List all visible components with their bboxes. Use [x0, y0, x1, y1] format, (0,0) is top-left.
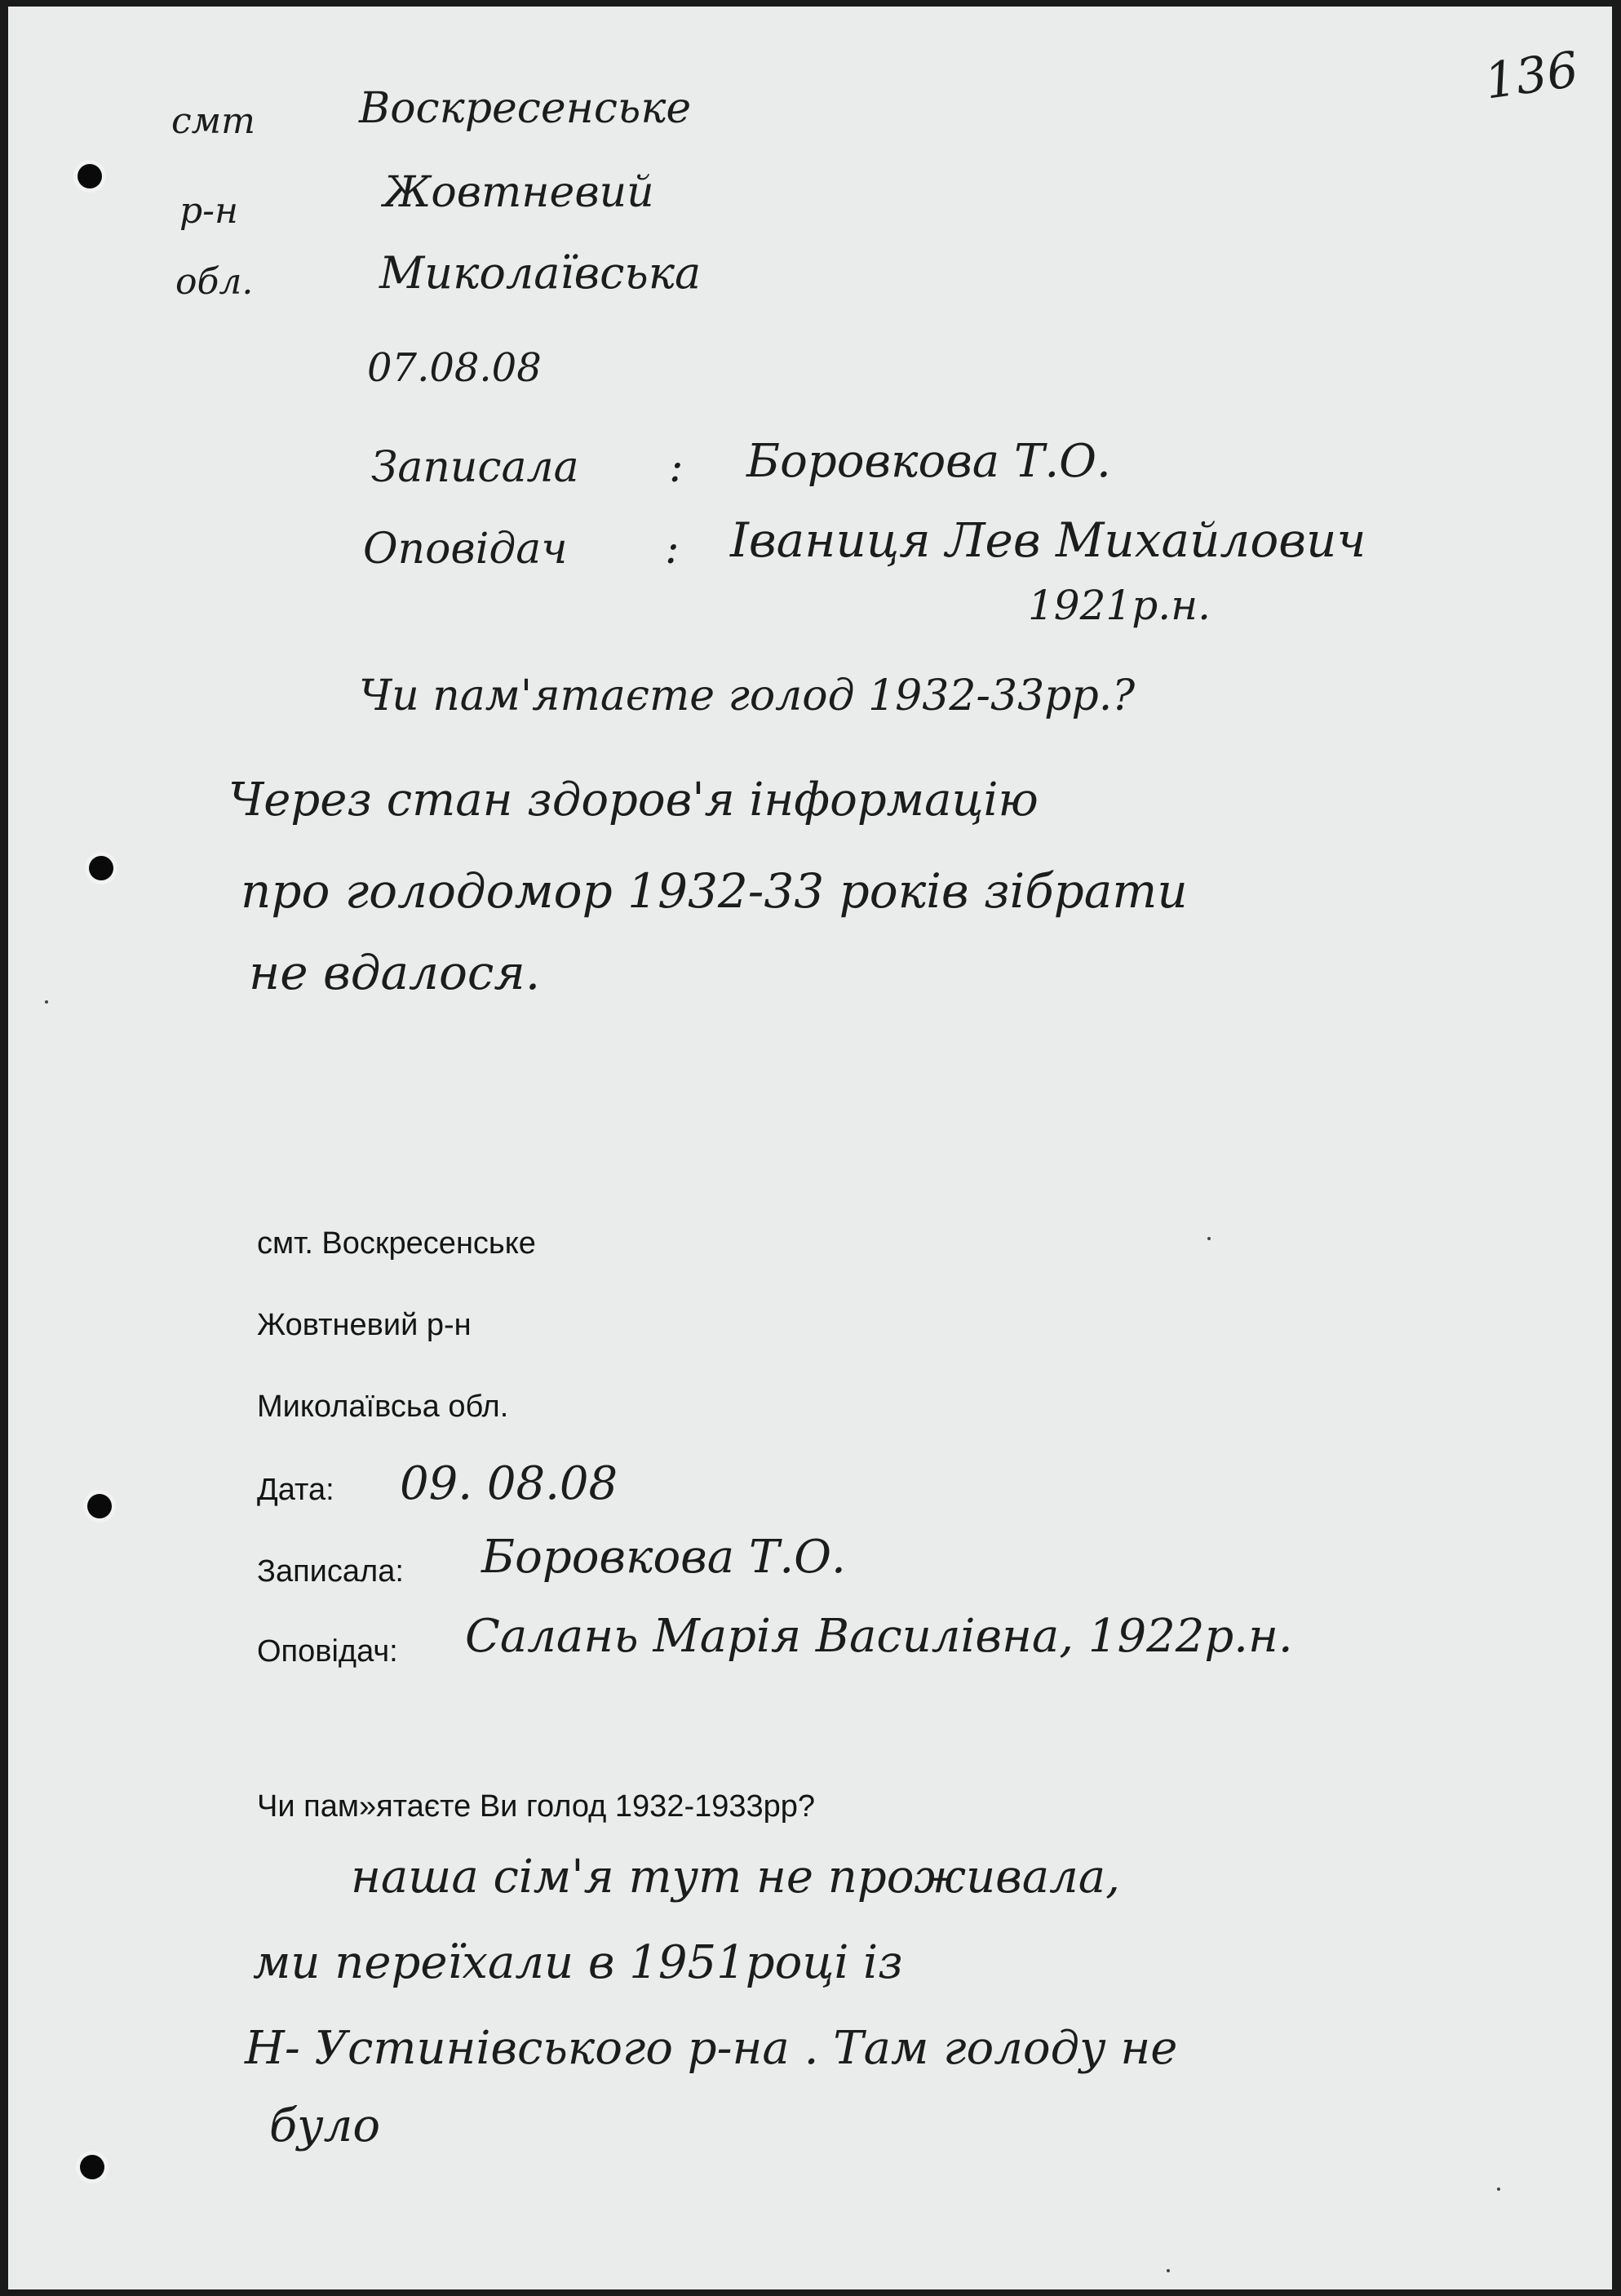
- hand-value-region: Миколаївська: [379, 247, 702, 299]
- punch-hole-1: [78, 164, 102, 188]
- printed-answer-line-1: наша сім'я тут не проживала,: [351, 1851, 1120, 1904]
- document-page: [8, 7, 1612, 2289]
- hand-colon-2: :: [665, 525, 680, 574]
- hand-question: Чи пам'ятаєте голод 1932-33рр.?: [359, 672, 1136, 720]
- printed-answer-line-4: було: [269, 2099, 381, 2152]
- scan-speck: [1497, 2187, 1500, 2191]
- page-number: 136: [1481, 41, 1582, 111]
- scan-speck: [1167, 2269, 1170, 2272]
- printed-recorder-value: Боровкова Т.О.: [481, 1531, 846, 1584]
- hand-answer-line-3: не вдалося.: [249, 945, 541, 1000]
- hand-date: 07.08.08: [367, 345, 542, 391]
- punch-hole-4: [80, 2155, 104, 2179]
- hand-answer-line-2: про голодомор 1932-33 років зібрати: [241, 863, 1188, 919]
- hand-label-region: обл.: [175, 261, 254, 303]
- hand-label-district: р-н: [179, 190, 239, 232]
- punch-hole-3: [87, 1494, 112, 1518]
- scan-speck: [45, 1000, 48, 1004]
- printed-date-label: Дата:: [257, 1473, 334, 1507]
- printed-answer-line-2: ми переїхали в 1951році із: [253, 1936, 903, 1989]
- printed-district: Жовтневий р-н: [257, 1308, 472, 1342]
- hand-narrator-year: 1921р.н.: [1028, 582, 1211, 629]
- punch-hole-2: [89, 856, 113, 880]
- hand-recorder-value: Боровкова Т.О.: [746, 435, 1111, 488]
- printed-settlement: смт. Воскресенське: [257, 1226, 536, 1261]
- printed-region: Миколаївсьа обл.: [257, 1390, 509, 1424]
- printed-answer-line-3: Н- Устинівського р-на . Там голоду не: [245, 2022, 1178, 2075]
- printed-recorder-label: Записала:: [257, 1554, 404, 1589]
- hand-label-smt: смт: [171, 100, 255, 142]
- scan-speck: [1207, 1237, 1211, 1240]
- printed-narrator-label: Оповідач:: [257, 1634, 398, 1669]
- printed-question: Чи пам»ятаєте Ви голод 1932-1933рр?: [257, 1789, 816, 1824]
- hand-narrator-label: Оповідач: [363, 525, 568, 574]
- hand-narrator-value: Іваниця Лев Михайлович: [730, 512, 1366, 568]
- hand-colon-1: :: [669, 443, 684, 492]
- hand-value-district: Жовтневий: [383, 168, 654, 217]
- hand-answer-line-1: Через стан здоров'я інформацію: [228, 773, 1039, 827]
- hand-value-settlement: Воскресенське: [359, 84, 692, 133]
- hand-recorder-label: Записала: [371, 443, 579, 492]
- printed-date-value: 09. 08.08: [400, 1457, 618, 1510]
- printed-narrator-value: Салань Марія Василівна, 1922р.н.: [465, 1610, 1293, 1663]
